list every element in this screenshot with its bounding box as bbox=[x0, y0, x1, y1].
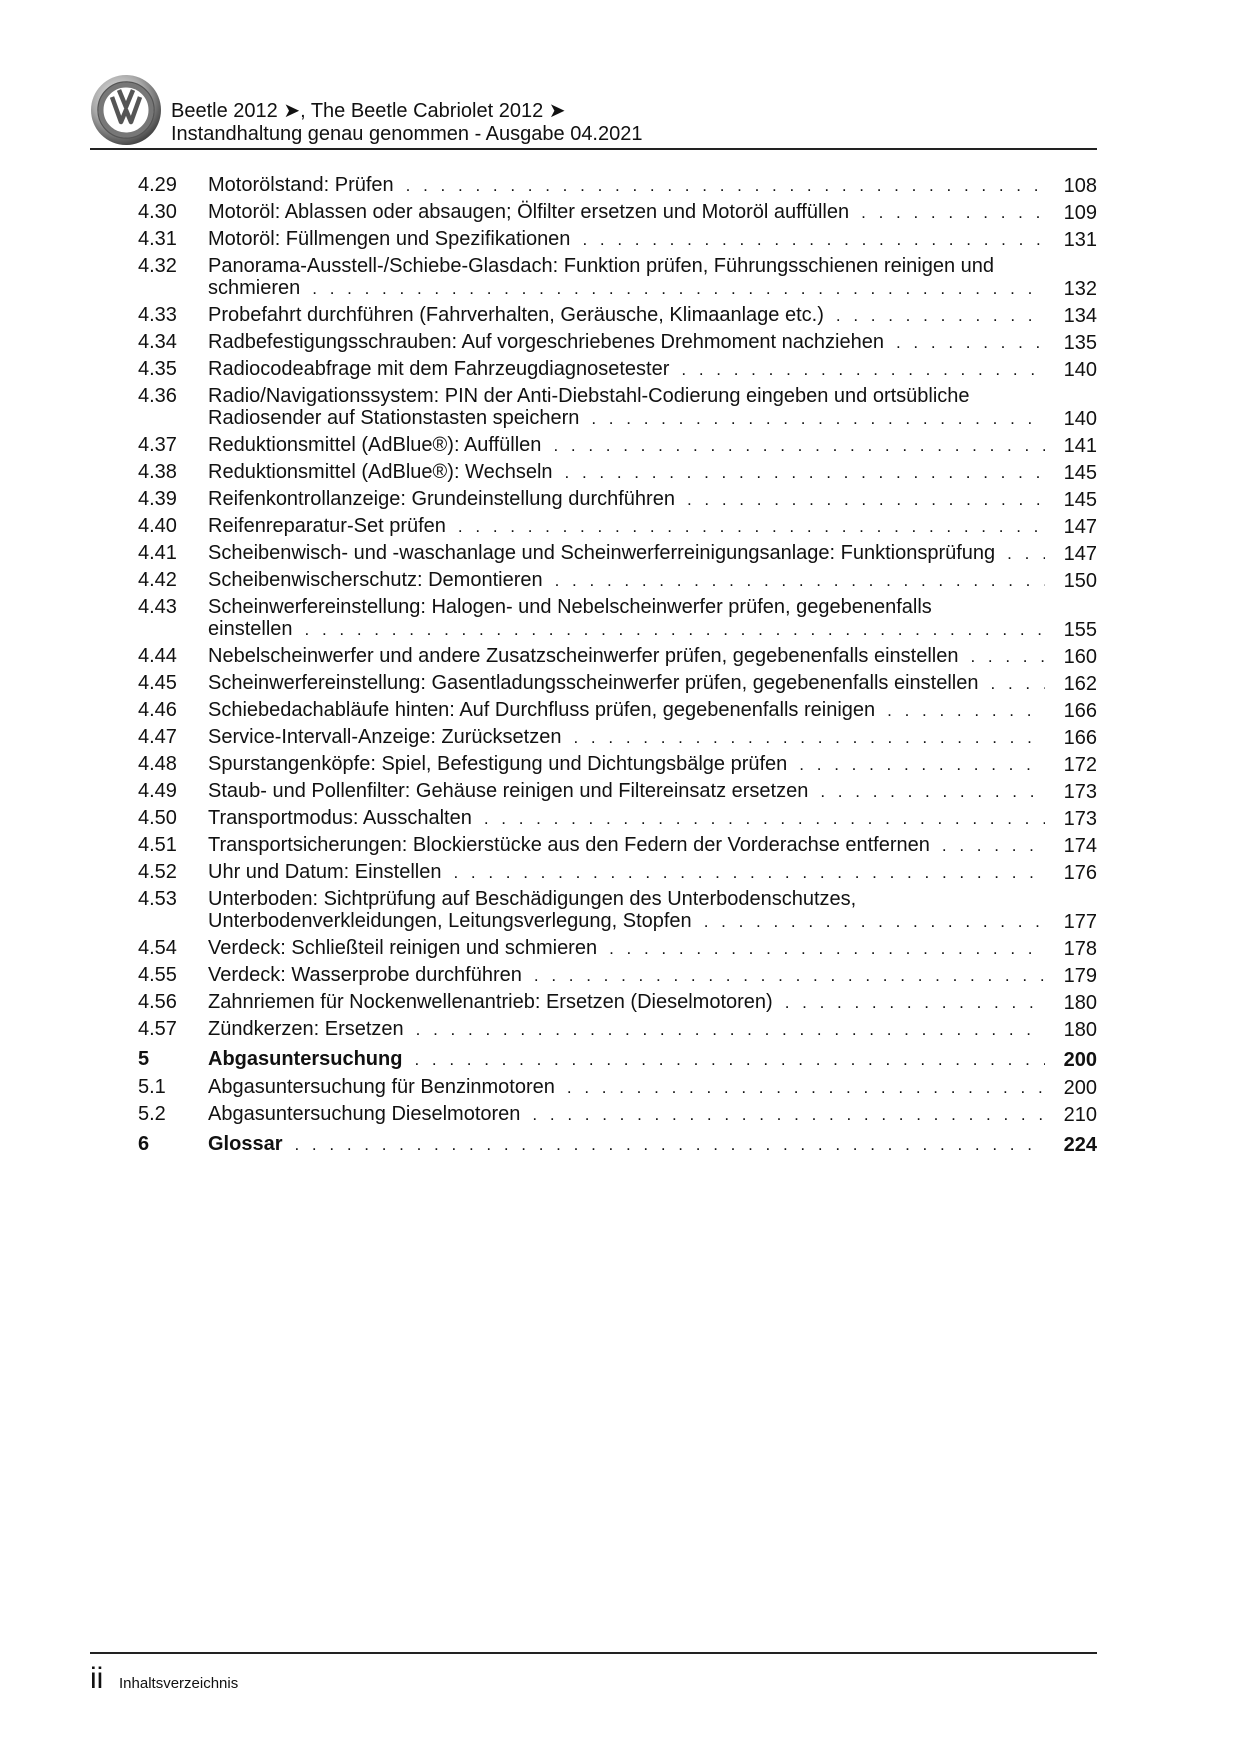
dot-leader bbox=[555, 570, 1045, 592]
toc-number: 5.2 bbox=[138, 1103, 166, 1125]
toc-page-number: 173 bbox=[1063, 808, 1097, 830]
toc-row[interactable] bbox=[138, 488, 1097, 511]
toc-number: 4.57 bbox=[138, 1018, 177, 1040]
toc-title-line: Glossar bbox=[208, 1133, 283, 1155]
toc-title-line: schmieren bbox=[208, 277, 301, 299]
toc-number: 4.42 bbox=[138, 569, 177, 591]
toc-number: 6 bbox=[138, 1133, 150, 1155]
toc-page-number: 180 bbox=[1063, 992, 1097, 1014]
toc-title bbox=[208, 1048, 1055, 1071]
toc-title bbox=[208, 596, 1055, 641]
dot-leader bbox=[970, 646, 1045, 668]
toc-number: 4.36 bbox=[138, 385, 177, 407]
toc-chapter-row[interactable] bbox=[138, 1133, 1097, 1156]
toc-title-line: Reifenkontrollanzeige: Grundeinstellung durchführen bbox=[208, 488, 675, 510]
toc-row[interactable] bbox=[138, 1018, 1097, 1041]
toc-page-number: 108 bbox=[1063, 175, 1097, 197]
toc-row[interactable] bbox=[138, 331, 1097, 354]
toc-row[interactable] bbox=[138, 937, 1097, 960]
toc-row[interactable] bbox=[138, 807, 1097, 830]
toc-title-line: Radbefestigungsschrauben: Auf vorgeschriebenes Drehmoment nachziehen bbox=[208, 331, 884, 353]
toc-title bbox=[208, 434, 1055, 457]
dot-leader bbox=[991, 673, 1046, 695]
toc-number: 4.38 bbox=[138, 461, 177, 483]
toc-title-line: Unterboden: Sichtprüfung auf Beschädigungen des Unterbodenschutzes, bbox=[208, 888, 857, 910]
dot-leader bbox=[687, 489, 1045, 511]
toc-number: 4.51 bbox=[138, 834, 177, 856]
toc-title bbox=[208, 1076, 1055, 1099]
toc-title-line: Uhr und Datum: Einstellen bbox=[208, 861, 442, 883]
toc-row[interactable] bbox=[138, 1076, 1097, 1099]
dot-leader bbox=[458, 516, 1045, 538]
toc-title-line: Schiebedachabläufe hinten: Auf Durchfluss prüfen, gegebenenfalls reinigen bbox=[208, 699, 876, 721]
toc-row[interactable] bbox=[138, 964, 1097, 987]
toc-title-line: Transportsicherungen: Blockierstücke aus den Federn der Vorderachse entfernen bbox=[208, 834, 930, 856]
toc-title bbox=[208, 228, 1055, 251]
toc-title bbox=[208, 1018, 1055, 1041]
toc-title bbox=[208, 726, 1055, 749]
toc-number: 4.30 bbox=[138, 201, 177, 223]
toc-page-number: 140 bbox=[1063, 359, 1097, 381]
toc-page-number: 134 bbox=[1063, 305, 1097, 327]
toc-title-line: Abgasuntersuchung Dieselmotoren bbox=[208, 1103, 521, 1125]
vw-logo-icon bbox=[90, 74, 162, 146]
dot-leader bbox=[799, 754, 1045, 776]
toc-title bbox=[208, 753, 1055, 776]
toc-title bbox=[208, 542, 1055, 565]
dot-leader bbox=[591, 408, 1045, 430]
table-of-contents bbox=[138, 174, 1097, 1161]
toc-title-line: Scheibenwischerschutz: Demontieren bbox=[208, 569, 543, 591]
toc-page-number: 145 bbox=[1063, 462, 1097, 484]
toc-row[interactable] bbox=[138, 1103, 1097, 1126]
toc-row[interactable] bbox=[138, 596, 1097, 641]
toc-page-number: 224 bbox=[1063, 1134, 1097, 1156]
toc-title bbox=[208, 461, 1055, 484]
toc-title-line: Scheinwerfereinstellung: Gasentladungsscheinwerfer prüfen, gegebenenfalls einstellen bbox=[208, 672, 979, 694]
dot-leader bbox=[1007, 543, 1045, 565]
toc-row[interactable] bbox=[138, 228, 1097, 251]
toc-title bbox=[208, 645, 1055, 668]
toc-title bbox=[208, 699, 1055, 722]
dot-leader bbox=[785, 992, 1045, 1014]
toc-page-number: 200 bbox=[1063, 1049, 1097, 1071]
toc-row[interactable] bbox=[138, 645, 1097, 668]
toc-number: 4.48 bbox=[138, 753, 177, 775]
toc-title bbox=[208, 515, 1055, 538]
toc-number: 4.54 bbox=[138, 937, 177, 959]
toc-number: 4.31 bbox=[138, 228, 177, 250]
toc-title-line: Scheibenwisch- und -waschanlage und Scheinwerferreinigungsanlage: Funktionsprüfung bbox=[208, 542, 996, 564]
document-header bbox=[171, 100, 642, 146]
toc-row[interactable] bbox=[138, 888, 1097, 933]
dot-leader bbox=[565, 462, 1045, 484]
toc-page-number: 210 bbox=[1063, 1104, 1097, 1126]
toc-title bbox=[208, 201, 1055, 224]
dot-leader bbox=[896, 332, 1045, 354]
toc-title-line: Zündkerzen: Ersetzen bbox=[208, 1018, 404, 1040]
toc-row[interactable] bbox=[138, 255, 1097, 300]
dot-leader bbox=[312, 278, 1045, 300]
toc-number: 4.40 bbox=[138, 515, 177, 537]
toc-title bbox=[208, 807, 1055, 830]
toc-row[interactable] bbox=[138, 834, 1097, 857]
toc-title-line: Reduktionsmittel (AdBlue®): Wechseln bbox=[208, 461, 553, 483]
toc-title-line: Reifenreparatur-Set prüfen bbox=[208, 515, 446, 537]
toc-number: 4.29 bbox=[138, 174, 177, 196]
toc-page-number: 166 bbox=[1063, 700, 1097, 722]
toc-page-number: 135 bbox=[1063, 332, 1097, 354]
toc-page-number: 174 bbox=[1063, 835, 1097, 857]
toc-title bbox=[208, 861, 1055, 884]
toc-row[interactable] bbox=[138, 542, 1097, 565]
toc-number: 5 bbox=[138, 1048, 150, 1070]
toc-page-number: 147 bbox=[1063, 543, 1097, 565]
dot-leader bbox=[681, 359, 1045, 381]
dot-leader bbox=[532, 1104, 1045, 1126]
toc-row[interactable] bbox=[138, 385, 1097, 430]
toc-title bbox=[208, 488, 1055, 511]
toc-title bbox=[208, 780, 1055, 803]
toc-title bbox=[208, 304, 1055, 327]
toc-row[interactable] bbox=[138, 672, 1097, 695]
toc-row[interactable] bbox=[138, 304, 1097, 327]
toc-number: 4.49 bbox=[138, 780, 177, 802]
dot-leader bbox=[609, 938, 1045, 960]
toc-title-line: Service-Intervall-Anzeige: Zurücksetzen bbox=[208, 726, 562, 748]
toc-title-line: Verdeck: Wasserprobe durchführen bbox=[208, 964, 522, 986]
toc-page-number: 177 bbox=[1063, 911, 1097, 933]
toc-number: 4.50 bbox=[138, 807, 177, 829]
toc-title bbox=[208, 672, 1055, 695]
footer-divider bbox=[90, 1652, 1097, 1654]
toc-row[interactable] bbox=[138, 515, 1097, 538]
dot-leader bbox=[836, 305, 1045, 327]
toc-page-number: 180 bbox=[1063, 1019, 1097, 1041]
toc-page-number: 162 bbox=[1063, 673, 1097, 695]
dot-leader bbox=[887, 700, 1045, 722]
toc-page-number: 179 bbox=[1063, 965, 1097, 987]
toc-number: 4.37 bbox=[138, 434, 177, 456]
dot-leader bbox=[861, 202, 1045, 224]
toc-title-line: Scheinwerfereinstellung: Halogen- und Nebelscheinwerfer prüfen, gegebenenfalls bbox=[208, 596, 932, 618]
toc-title-line: Staub- und Pollenfilter: Gehäuse reinigen und Filtereinsatz ersetzen bbox=[208, 780, 809, 802]
toc-page-number: 155 bbox=[1063, 619, 1097, 641]
dot-leader bbox=[305, 619, 1045, 641]
dot-leader bbox=[484, 808, 1045, 830]
toc-title bbox=[208, 358, 1055, 381]
toc-title-line: Motoröl: Ablassen oder absaugen; Ölfilter ersetzen und Motoröl auffüllen bbox=[208, 201, 850, 223]
toc-row[interactable] bbox=[138, 861, 1097, 884]
header-divider bbox=[90, 148, 1097, 150]
toc-page-number: 176 bbox=[1063, 862, 1097, 884]
toc-page-number: 200 bbox=[1063, 1077, 1097, 1099]
dot-leader bbox=[942, 835, 1045, 857]
toc-title bbox=[208, 991, 1055, 1014]
toc-title-line: Transportmodus: Ausschalten bbox=[208, 807, 472, 829]
toc-title bbox=[208, 331, 1055, 354]
toc-row[interactable] bbox=[138, 699, 1097, 722]
toc-title bbox=[208, 174, 1055, 197]
toc-number: 4.52 bbox=[138, 861, 177, 883]
header-edition-line: Instandhaltung genau genommen - Ausgabe 04.2021 bbox=[171, 123, 643, 145]
toc-number: 4.46 bbox=[138, 699, 177, 721]
toc-number: 4.56 bbox=[138, 991, 177, 1013]
toc-row[interactable] bbox=[138, 569, 1097, 592]
toc-number: 5.1 bbox=[138, 1076, 166, 1098]
toc-title-line: Nebelscheinwerfer und andere Zusatzscheinwerfer prüfen, gegebenenfalls einstellen bbox=[208, 645, 959, 667]
toc-number: 4.35 bbox=[138, 358, 177, 380]
toc-title-line: Verdeck: Schließteil reinigen und schmieren bbox=[208, 937, 598, 959]
toc-title-line: Abgasuntersuchung bbox=[208, 1048, 403, 1070]
toc-title bbox=[208, 255, 1055, 300]
toc-title bbox=[208, 888, 1055, 933]
toc-number: 4.39 bbox=[138, 488, 177, 510]
footer-section-label: Inhaltsverzeichnis bbox=[119, 1675, 239, 1692]
toc-title bbox=[208, 937, 1055, 960]
toc-title-line: Motoröl: Füllmengen und Spezifikationen bbox=[208, 228, 571, 250]
toc-number: 4.33 bbox=[138, 304, 177, 326]
toc-row[interactable] bbox=[138, 358, 1097, 381]
dot-leader bbox=[820, 781, 1045, 803]
toc-number: 4.47 bbox=[138, 726, 177, 748]
toc-page-number: 173 bbox=[1063, 781, 1097, 803]
toc-title bbox=[208, 964, 1055, 987]
dot-leader bbox=[567, 1077, 1045, 1099]
toc-page-number: 140 bbox=[1063, 408, 1097, 430]
toc-page-number: 150 bbox=[1063, 570, 1097, 592]
toc-title-line: Radiosender auf Stationstasten speichern bbox=[208, 407, 580, 429]
toc-row[interactable] bbox=[138, 201, 1097, 224]
toc-title bbox=[208, 834, 1055, 857]
toc-chapter-row[interactable] bbox=[138, 1048, 1097, 1071]
toc-number: 4.34 bbox=[138, 331, 177, 353]
toc-number: 4.32 bbox=[138, 255, 177, 277]
toc-number: 4.45 bbox=[138, 672, 177, 694]
toc-row[interactable] bbox=[138, 174, 1097, 197]
toc-page-number: 178 bbox=[1063, 938, 1097, 960]
toc-page-number: 160 bbox=[1063, 646, 1097, 668]
toc-title-line: Abgasuntersuchung für Benzinmotoren bbox=[208, 1076, 555, 1098]
toc-title-line: Radio/Navigationssystem: PIN der Anti-Diebstahl-Codierung eingeben und ortsübliche bbox=[208, 385, 970, 407]
toc-title-line: Zahnriemen für Nockenwellenantrieb: Ersetzen (Dieselmotoren) bbox=[208, 991, 773, 1013]
dot-leader bbox=[416, 1019, 1045, 1041]
toc-page-number: 172 bbox=[1063, 754, 1097, 776]
dot-leader bbox=[553, 435, 1045, 457]
toc-title bbox=[208, 569, 1055, 592]
header-vehicle-line: Beetle 2012 ➤, The Beetle Cabriolet 2012 ➤ bbox=[171, 100, 566, 122]
toc-row[interactable] bbox=[138, 726, 1097, 749]
toc-number: 4.55 bbox=[138, 964, 177, 986]
page-number: ii bbox=[90, 1662, 104, 1695]
toc-title-line: Unterbodenverkleidungen, Leitungsverlegung, Stopfen bbox=[208, 910, 692, 932]
dot-leader bbox=[573, 727, 1045, 749]
dot-leader bbox=[704, 911, 1045, 933]
toc-title-line: Probefahrt durchführen (Fahrverhalten, Geräusche, Klimaanlage etc.) bbox=[208, 304, 824, 326]
toc-number: 4.53 bbox=[138, 888, 177, 910]
toc-title bbox=[208, 1133, 1055, 1156]
toc-title bbox=[208, 385, 1055, 430]
dot-leader bbox=[453, 862, 1045, 884]
dot-leader bbox=[406, 175, 1045, 197]
dot-leader bbox=[414, 1049, 1045, 1071]
toc-row[interactable] bbox=[138, 753, 1097, 776]
toc-row[interactable] bbox=[138, 780, 1097, 803]
toc-number: 4.44 bbox=[138, 645, 177, 667]
toc-title-line: Panorama-Ausstell-/Schiebe-Glasdach: Funktion prüfen, Führungsschienen reinigen und bbox=[208, 255, 995, 277]
toc-row[interactable] bbox=[138, 461, 1097, 484]
toc-number: 4.43 bbox=[138, 596, 177, 618]
toc-page-number: 147 bbox=[1063, 516, 1097, 538]
dot-leader bbox=[294, 1134, 1045, 1156]
toc-row[interactable] bbox=[138, 434, 1097, 457]
toc-title-line: Radiocodeabfrage mit dem Fahrzeugdiagnosetester bbox=[208, 358, 670, 380]
dot-leader bbox=[534, 965, 1045, 987]
toc-page-number: 109 bbox=[1063, 202, 1097, 224]
dot-leader bbox=[582, 229, 1045, 251]
toc-page-number: 131 bbox=[1063, 229, 1097, 251]
toc-title-line: einstellen bbox=[208, 618, 293, 640]
toc-page-number: 166 bbox=[1063, 727, 1097, 749]
toc-title-line: Spurstangenköpfe: Spiel, Befestigung und Dichtungsbälge prüfen bbox=[208, 753, 788, 775]
toc-page-number: 145 bbox=[1063, 489, 1097, 511]
toc-title bbox=[208, 1103, 1055, 1126]
toc-page-number: 141 bbox=[1063, 435, 1097, 457]
toc-row[interactable] bbox=[138, 991, 1097, 1014]
toc-number: 4.41 bbox=[138, 542, 177, 564]
toc-title-line: Motorölstand: Prüfen bbox=[208, 174, 394, 196]
toc-page-number: 132 bbox=[1063, 278, 1097, 300]
toc-title-line: Reduktionsmittel (AdBlue®): Auffüllen bbox=[208, 434, 542, 456]
